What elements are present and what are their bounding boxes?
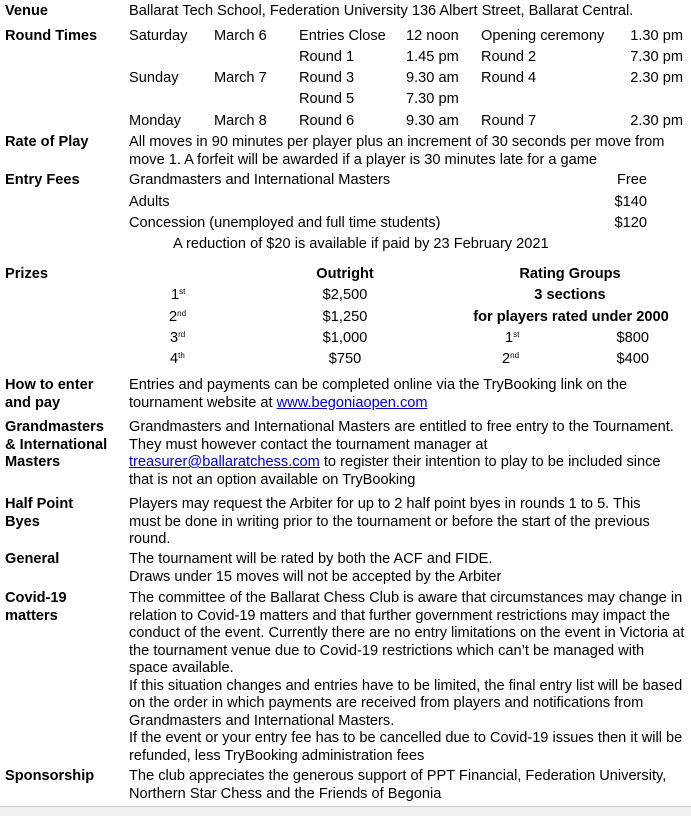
how-to-enter-text [129, 377, 659, 412]
label-line: Covid-19 [5, 590, 67, 606]
round-event1: Entries Close [299, 28, 386, 44]
gm-im-body-cont: to register their intention to play to be included since that is not an option available on TryBooking [129, 454, 661, 488]
label-line: Byes [5, 513, 40, 530]
place-suffix: nd [177, 309, 187, 318]
gm-im-label [5, 419, 125, 472]
place-suffix: rd [178, 330, 186, 339]
rating-group-place [502, 351, 519, 368]
place-suffix: st [179, 287, 186, 296]
place-suffix: st [513, 330, 520, 339]
round-event1: Round 6 [299, 113, 355, 129]
place-number: 3 [170, 330, 179, 346]
round-time2: 7.30 pm [630, 49, 683, 65]
covid-text [129, 590, 685, 765]
how-to-enter-body: Entries and payments can be completed online via the TryBooking link on the tournament website at [129, 377, 628, 411]
round-times-label: Round Times [5, 28, 98, 44]
rating-groups-note: for players rated under 2000 [473, 309, 669, 325]
outright-header: Outright [316, 266, 374, 282]
round-time1: 12 noon [406, 28, 459, 44]
covid-paragraph: The committee of the Ballarat Chess Club is aware that circumstances may change in relation to Covid-19 matters and that further government restrictions may impact the conduct of the event. Currently there are no entry limitations on the event in Victoria at the tournament venue due to Covid-19 restrictions which can’t be managed with space available. [129, 590, 685, 676]
round-time2: 2.30 pm [630, 70, 683, 86]
entry-fee-amount: $120 [614, 215, 647, 231]
label-line: & International [5, 436, 108, 453]
rating-groups-sections: 3 sections [534, 287, 606, 303]
rate-of-play-label: Rate of Play [5, 134, 89, 150]
covid-paragraph: If the event or your entry fee has to be cancelled due to Covid-19 issues then it will be refunded, less TryBooking administration fees [129, 730, 683, 764]
round-time1: 7.30 pm [406, 91, 459, 107]
place-number: 1 [171, 287, 180, 303]
how-to-enter-label [5, 377, 125, 412]
round-date: March 8 [214, 113, 267, 129]
round-day: Monday [129, 113, 181, 129]
label-line: matters [5, 607, 58, 624]
label-line: and pay [5, 394, 61, 411]
outright-place [170, 351, 185, 368]
round-event2: Opening ceremony [481, 28, 605, 44]
rating-group-place [505, 330, 519, 347]
outright-amount: $750 [328, 351, 362, 367]
outright-place [170, 330, 185, 347]
covid-paragraph: If this situation changes and entries have to be limited, the final entry list will be based on the order in which payments are received from players and notifications from Grandmasters and International Masters. [129, 677, 683, 729]
round-event2: Round 2 [481, 49, 537, 65]
place-suffix: nd [510, 351, 520, 360]
round-event2: Round 7 [481, 113, 537, 129]
place-number: 1 [505, 330, 514, 346]
prizes-label: Prizes [5, 266, 48, 282]
entry-fees-label: Entry Fees [5, 172, 80, 188]
venue-label: Venue [5, 3, 48, 19]
outright-amount: $1,000 [322, 330, 368, 346]
outright-place [171, 287, 185, 304]
round-date: March 6 [214, 28, 267, 44]
round-event2: Round 4 [481, 70, 537, 86]
outright-place [169, 309, 186, 326]
email-link[interactable]: treasurer@ballaratchess.com [129, 454, 320, 470]
general-line: Draws under 15 moves will not be accepted by the Arbiter [129, 568, 502, 585]
sponsorship-text: The club appreciates the generous support of PPT Financial, Federation University, Northern Star Chess and the Friends of Begonia [129, 768, 667, 802]
rating-group-amount: $800 [616, 330, 649, 346]
general-line: The tournament will be rated by both the ACF and FIDE. [129, 551, 493, 567]
place-suffix: th [178, 351, 185, 360]
entry-fee-amount: Free [616, 172, 647, 188]
general-label: General [5, 551, 60, 567]
round-time2: 1.30 pm [630, 28, 683, 44]
entry-fee-amount: $140 [614, 194, 647, 210]
covid-label [5, 590, 125, 625]
round-day: Sunday [129, 70, 179, 86]
round-time1: 1.45 pm [406, 49, 459, 65]
rate-of-play-text: All moves in 90 minutes per player plus an increment of 30 seconds per move from move 1. A forfeit will be awarded if a player is 30 minutes late for a game [129, 134, 665, 168]
place-number: 2 [502, 351, 511, 367]
round-event1: Round 5 [299, 91, 355, 107]
gm-im-body: Grandmasters and International Masters are entitled to free entry to the Tournament. They must however contact the tournament manager at [129, 419, 674, 453]
half-point-byes-text: Players may request the Arbiter for up to 2 half point byes in rounds 1 to 5. This must be done in writing prior to the tournament or before the start of the previous round. [129, 496, 650, 547]
round-day: Saturday [129, 28, 188, 44]
entry-fee-category: Concession (unemployed and full time students) [129, 215, 441, 231]
place-number: 2 [169, 309, 178, 325]
gm-im-text [129, 419, 681, 489]
label-line: Grandmasters [5, 419, 104, 435]
half-point-byes-label [5, 496, 125, 531]
rating-groups-header: Rating Groups [519, 266, 621, 282]
round-time2: 2.30 pm [630, 113, 683, 129]
website-link[interactable]: www.begoniaopen.com [276, 394, 428, 411]
round-event1: Round 1 [299, 49, 355, 65]
label-line: Half Point [5, 496, 74, 512]
round-time1: 9.30 am [406, 113, 459, 129]
rating-group-amount: $400 [616, 351, 649, 367]
entry-fee-category: Adults [129, 194, 170, 210]
round-time1: 9.30 am [406, 70, 459, 86]
general-text [129, 551, 685, 586]
early-payment-note: A reduction of $20 is available if paid by 23 February 2021 [173, 236, 549, 252]
round-event1: Round 3 [299, 70, 355, 86]
outright-amount: $1,250 [322, 309, 368, 325]
label-line: How to enter [5, 377, 94, 393]
outright-amount: $2,500 [322, 287, 368, 303]
label-line: Masters [5, 454, 61, 470]
venue-text: Ballarat Tech School, Federation University 136 Albert Street, Ballarat Central. [129, 3, 634, 19]
place-number: 4 [170, 351, 179, 367]
entry-fee-category: Grandmasters and International Masters [129, 172, 391, 188]
sponsorship-label: Sponsorship [5, 768, 95, 784]
round-date: March 7 [214, 70, 267, 86]
